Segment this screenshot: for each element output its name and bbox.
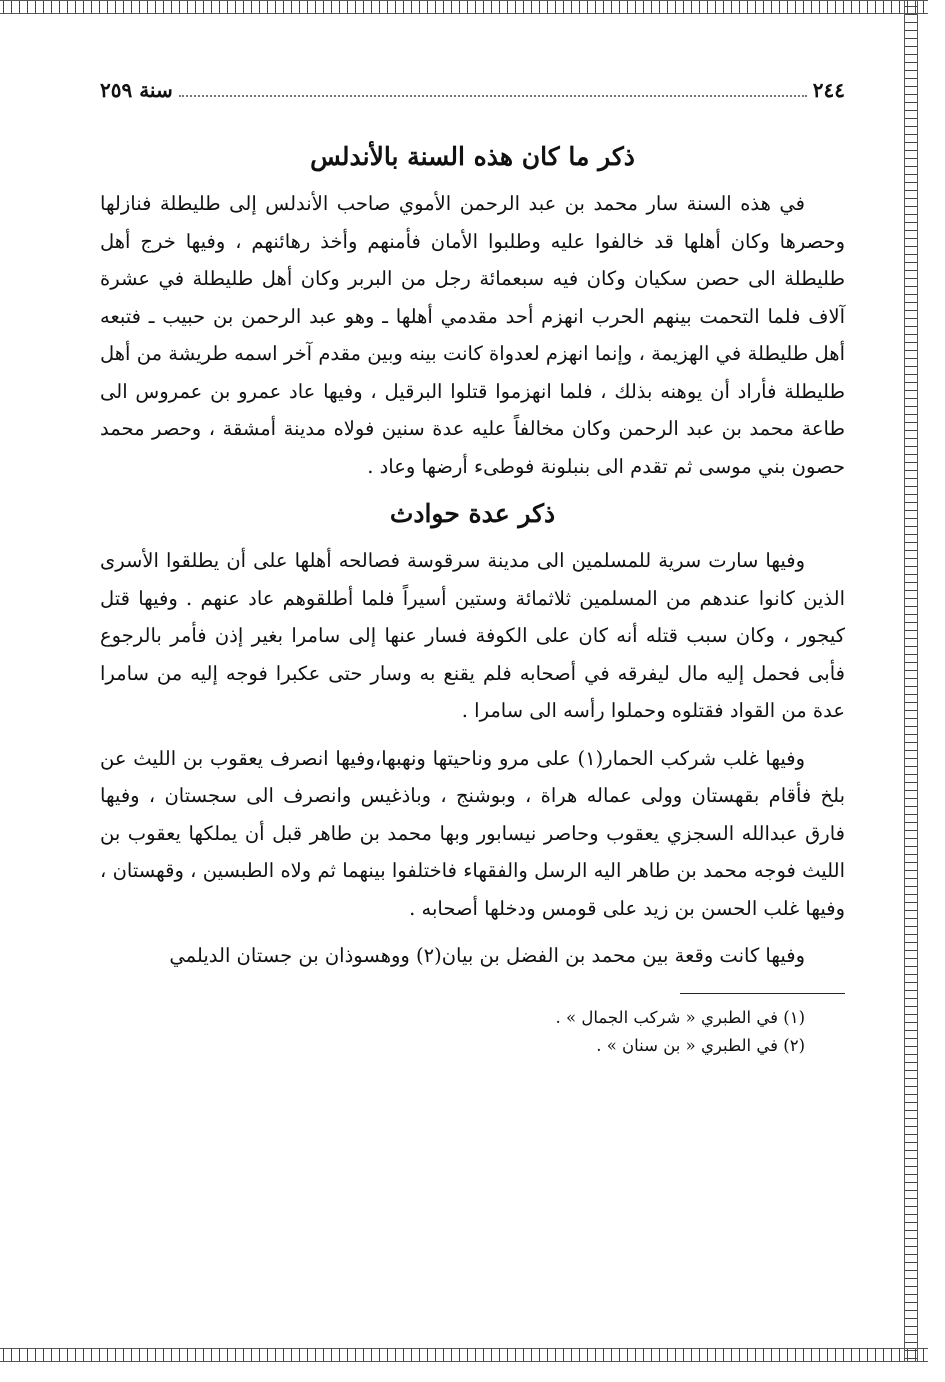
- paragraph: وفيها غلب شركب الحمار(١) على مرو وناحيتها ونهبها،وفيها انصرف يعقوب بن الليث عن بلخ فأقام بقهستان وولى عماله هراة ، وبوشنج ، وباذغيس وانصرف الى سجستان ، وفيها فارق عبدالله السجزي يعقوب وحاصر نيسابور وبها محمد بن طاهر قبل أن يملكها يعقوب بن الليث فوجه محمد بن طاهر اليه الرسل والفقهاء فاختلفوا بينهما ثم ولاه الطبسين ، وقهستان ، وفيها غلب الحسن بن زيد على قومس ودخلها أصحابه .: [100, 746, 845, 920]
- section-title-events: ذكر عدة حوادث: [389, 499, 556, 528]
- section-title-andalus: ذكر ما كان هذه السنة بالأندلس: [310, 142, 635, 171]
- footnote: (٢) في الطبري « بن سنان » .: [596, 1035, 805, 1055]
- page-number: ٢٤٤: [812, 78, 845, 102]
- footnote: (١) في الطبري « شركب الجمال » .: [555, 1007, 805, 1027]
- page-body: [100, 78, 845, 1060]
- paragraph: في هذه السنة سار محمد بن عبد الرحمن الأموي صاحب الأندلس إلى طليطلة فنازلها وحصرها وكان أهلها قد خالفوا عليه وطلبوا الأمان فأمنهم وأخذ رهائنهم ، وفيها خرج أهل طليطلة الى حصن سكيان وكان فيه سبعمائة رجل من البربر وكان أهل طليطلة في عشرة آلاف فلما التحمت بينهم الحرب انهزم أحد مقدمي أهلها ـ وهو عبد الرحمن بن حبيب ـ فتبعه أهل طليطلة في الهزيمة ، وإنما انهزم لعدواة كانت بينه وبين مقدم آخر اسمه طريشة من أهل طليطلة فأراد أن يوهنه بذلك ، فلما انهزموا قتلوا البرقيل ، وفيها عاد عمرو بن عمروس الى طاعة محمد بن عبد الرحمن وكان مخالفاً عليه عدة سنين فولاه مدينة أمشقة ، وحصر محمد حصون بني موسى ثم تقدم الى بنبلونة فوطىء أرضها وعاد .: [100, 192, 845, 478]
- footnote-divider: [680, 993, 845, 994]
- year-label: سنة ٢٥٩: [100, 78, 173, 102]
- decorative-border-bottom: [0, 1348, 928, 1362]
- paragraph: وفيها سارت سرية للمسلمين الى مدينة سرقوسة فصالحه أهلها على أن يطلقوا الأسرى الذين كانوا عندهم من المسلمين ثلاثمائة وستين أسيراً فلما أطلقوهم عاد عنهم . وفيها قتل كيجور ، وكان سبب قتله أنه كان على الكوفة فسار عنها إلى سامرا بغير إذن فأمر بالرجوع فأبى فحمل إليه مال ليفرقه في أصحابه فلم يقنع به وسار حتى عكبرا فوجه إليه من سامرا عدة من القواد فقتلوه وحملوا رأسه الى سامرا .: [100, 549, 845, 722]
- decorative-border-top: [0, 0, 928, 14]
- decorative-border-right: [904, 0, 918, 1362]
- running-header: [100, 78, 845, 114]
- header-leader-dots: [179, 81, 807, 97]
- paragraph: وفيها كانت وقعة بين محمد بن الفضل بن بيان(٢) ووهسوذان بن جستان الديلمي: [169, 944, 805, 967]
